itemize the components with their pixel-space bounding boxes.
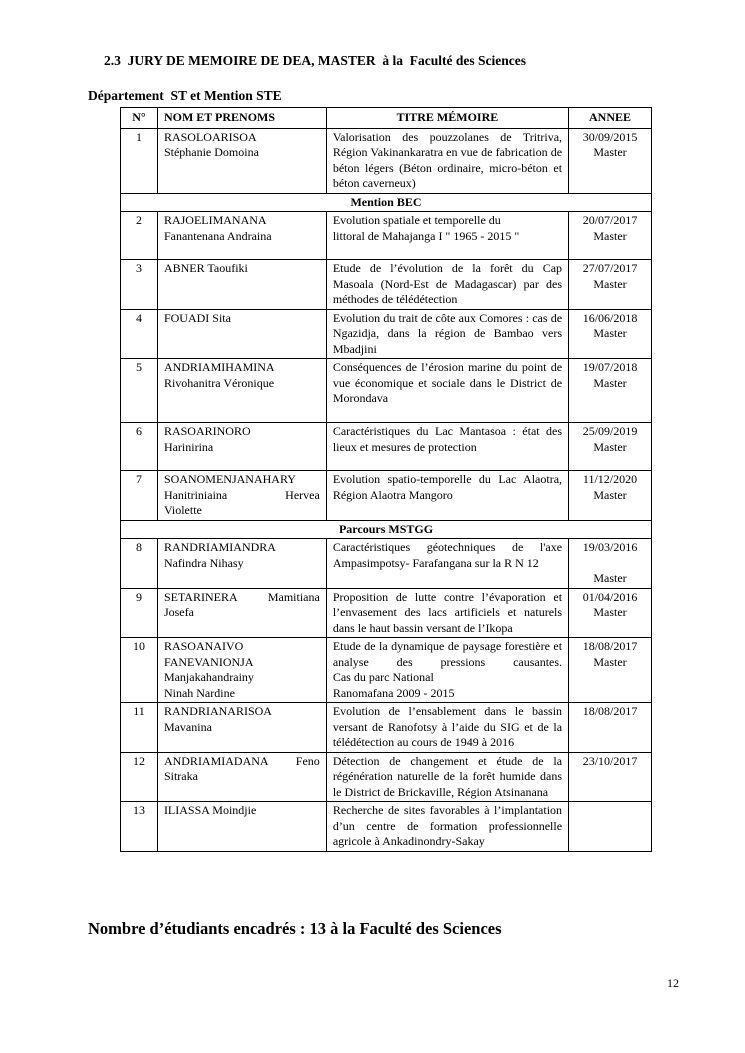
row-num: 12	[121, 752, 158, 802]
table-row	[121, 359, 652, 423]
table-row	[121, 212, 652, 260]
row-degree: Master	[593, 326, 627, 340]
row-degree: Master	[593, 605, 627, 619]
row-year	[569, 539, 652, 589]
section-title: 2.3 JURY DE MEMOIRE DE DEA, MASTER à la Faculté des Sciences	[104, 53, 527, 68]
row-title: Evolution du trait de côte aux Comores : cas de Ngazidja, dans la région de Bambao vers Mbadjini	[326, 309, 568, 359]
row-degree: Master	[593, 487, 627, 502]
row-title: Détection de changement et étude de la régénération naturelle de la forêt humide dans le District de Brickaville, Région Atsinanana	[326, 752, 568, 802]
row-year	[569, 212, 652, 260]
title-text: Etude de la dynamique de paysage forestière et analyse des pressions causantes.	[332, 639, 563, 669]
table-row	[121, 423, 652, 471]
row-num: 8	[121, 539, 158, 589]
header-num: N°	[121, 108, 158, 129]
row-date: 18/08/2017	[582, 704, 638, 718]
row-name: ABNER Taoufiki	[157, 260, 326, 310]
name-line: RAJOELIMANANA	[163, 213, 267, 227]
row-name	[157, 539, 326, 589]
row-name	[157, 128, 326, 193]
total-students: Nombre d’étudiants encadrés : 13 à la Faculté des Sciences	[88, 919, 502, 938]
row-date: 30/09/2015	[582, 129, 638, 144]
row-title: Proposition de lutte contre l’évaporation et l’envasement des lacs artificiels et naturels dans le haut bassin versant de l’Ikopa	[326, 588, 568, 638]
row-title: Conséquences de l’érosion marine du point de vue économique et sociale dans le District de Morondava	[326, 359, 568, 423]
row-num: 10	[121, 638, 158, 703]
name-line: RASOLOARISOA	[163, 129, 257, 144]
row-title	[326, 212, 568, 260]
table-row	[121, 128, 652, 193]
row-year	[569, 703, 652, 753]
row-title: Etude de l’évolution de la forêt du Cap Masoala (Nord-Est de Madagascar) par des méthodes de télédétection	[326, 260, 568, 310]
name-line: FANEVANIONJA	[163, 654, 254, 669]
row-num: 2	[121, 212, 158, 260]
name-line: ANDRIAMIHAMINA	[163, 360, 275, 374]
row-date: 25/09/2019	[582, 424, 638, 438]
row-year	[569, 588, 652, 638]
row-year	[569, 752, 652, 802]
name-line: Ninah Nardine	[163, 685, 235, 700]
row-degree: Master	[593, 276, 627, 291]
title-line: Cas du parc National	[332, 670, 434, 684]
row-date: 16/06/2018	[582, 310, 638, 325]
jury-table	[120, 107, 652, 852]
row-degree: Master	[593, 654, 627, 669]
table-row	[121, 309, 652, 359]
name-line	[164, 488, 320, 504]
row-title: Evolution de l’ensablement dans le bassin versant de Ranofotsy à l’aide du SIG et de la télédétection au cours de 1949 à 2016	[326, 703, 568, 753]
name-part: Hervea	[285, 487, 320, 502]
row-spacer	[575, 556, 645, 572]
table-row	[121, 588, 652, 638]
table-header-row	[121, 108, 652, 129]
row-title: Caractéristiques du Lac Mantasoa : état des lieux et mesures de protection	[326, 423, 568, 471]
row-name	[157, 359, 326, 423]
row-title: Valorisation des pouzzolanes de Tritriva, Région Vakinankaratra en vue de fabrication de béton légers (Béton ordinaire, micro-béton et béton caverneux)	[326, 128, 568, 193]
name-line: RASOANAIVO	[163, 639, 244, 653]
table-row	[121, 471, 652, 521]
row-date: 01/04/2016	[582, 589, 638, 604]
row-degree: Master	[593, 228, 627, 243]
row-year	[569, 802, 652, 852]
header-title: TITRE MÉMOIRE	[326, 108, 568, 129]
row-date: 18/08/2017	[582, 639, 638, 653]
group-row	[121, 193, 652, 212]
row-date: 20/07/2017	[582, 213, 638, 227]
name-line: Manjakahandrainy	[163, 670, 254, 684]
name-line: Fanantenana Andraina	[163, 228, 272, 243]
header-year: ANNEE	[569, 108, 652, 129]
name-line: Rivohanitra Véronique	[163, 375, 275, 390]
row-name: SETARINERA Mamitiana Josefa	[157, 588, 326, 638]
table-row	[121, 703, 652, 753]
name-line: RANDRIAMIANDRA	[163, 540, 276, 554]
row-degree: Master	[593, 145, 627, 159]
row-title: Recherche de sites favorables à l’implantation d’un centre de formation professionnelle agricole à Ankadinondry-Sakay	[326, 802, 568, 852]
row-name	[157, 471, 326, 521]
title-line: Ranomafana 2009 - 2015	[332, 685, 455, 700]
row-date: 19/03/2016	[582, 540, 638, 554]
row-date: 19/07/2018	[582, 360, 638, 374]
row-num: 9	[121, 588, 158, 638]
row-name	[157, 423, 326, 471]
row-date: 23/10/2017	[582, 753, 638, 768]
row-title: Caractéristiques géotechniques de l'axe Ampasimpotsy- Farafangana sur la R N 12	[326, 539, 568, 589]
row-name: ILIASSA Moindjie	[157, 802, 326, 852]
row-num: 3	[121, 260, 158, 310]
row-num: 4	[121, 309, 158, 359]
row-name: FOUADI Sita	[157, 309, 326, 359]
name-line: Nafindra Nihasy	[163, 555, 244, 570]
row-num: 5	[121, 359, 158, 423]
row-date: 11/12/2020	[582, 472, 638, 486]
row-title: Evolution spatio-temporelle du Lac Alaotra, Région Alaotra Mangoro	[326, 471, 568, 521]
row-degree: Master	[593, 439, 627, 454]
row-year	[569, 309, 652, 359]
row-degree: Master	[593, 571, 627, 585]
row-year	[569, 423, 652, 471]
group-label-bec: Mention BEC	[121, 193, 652, 212]
name-line: RASOARINORO	[163, 424, 251, 438]
row-year	[569, 359, 652, 423]
name-line: RANDRIANARISOA	[163, 704, 272, 718]
group-label-mstgg: Parcours MSTGG	[121, 520, 652, 539]
row-year	[569, 471, 652, 521]
department-title: Département ST et Mention STE	[88, 88, 282, 103]
row-num: 7	[121, 471, 158, 521]
row-title	[326, 638, 568, 703]
table-row	[121, 260, 652, 310]
header-name: NOM ET PRENOMS	[157, 108, 326, 129]
group-row	[121, 520, 652, 539]
row-degree: Master	[593, 375, 627, 390]
row-date: 27/07/2017	[582, 261, 638, 275]
page-number: 12	[667, 976, 679, 990]
row-year	[569, 638, 652, 703]
row-name: ANDRIAMIADANA Feno Sitraka	[157, 752, 326, 802]
row-name	[157, 703, 326, 753]
name-line: Violette	[163, 503, 202, 517]
row-num: 11	[121, 703, 158, 753]
table-row	[121, 638, 652, 703]
row-num: 13	[121, 802, 158, 852]
title-line: littoral de Mahajanga I " 1965 - 2015 "	[332, 228, 520, 243]
name-line: Harinirina	[163, 439, 214, 454]
row-year	[569, 128, 652, 193]
table-row	[121, 802, 652, 852]
row-num: 6	[121, 423, 158, 471]
row-name	[157, 212, 326, 260]
row-year	[569, 260, 652, 310]
row-name	[157, 638, 326, 703]
table-row	[121, 539, 652, 589]
name-part: Hanitriniaina	[163, 487, 228, 502]
table-row	[121, 752, 652, 802]
title-line: Evolution spatiale et temporelle du	[332, 213, 501, 227]
row-num: 1	[121, 128, 158, 193]
name-line: Mavanina	[163, 719, 212, 734]
name-line: Stéphanie Domoina	[163, 145, 259, 159]
name-line: SOANOMENJANAHARY	[163, 472, 296, 486]
